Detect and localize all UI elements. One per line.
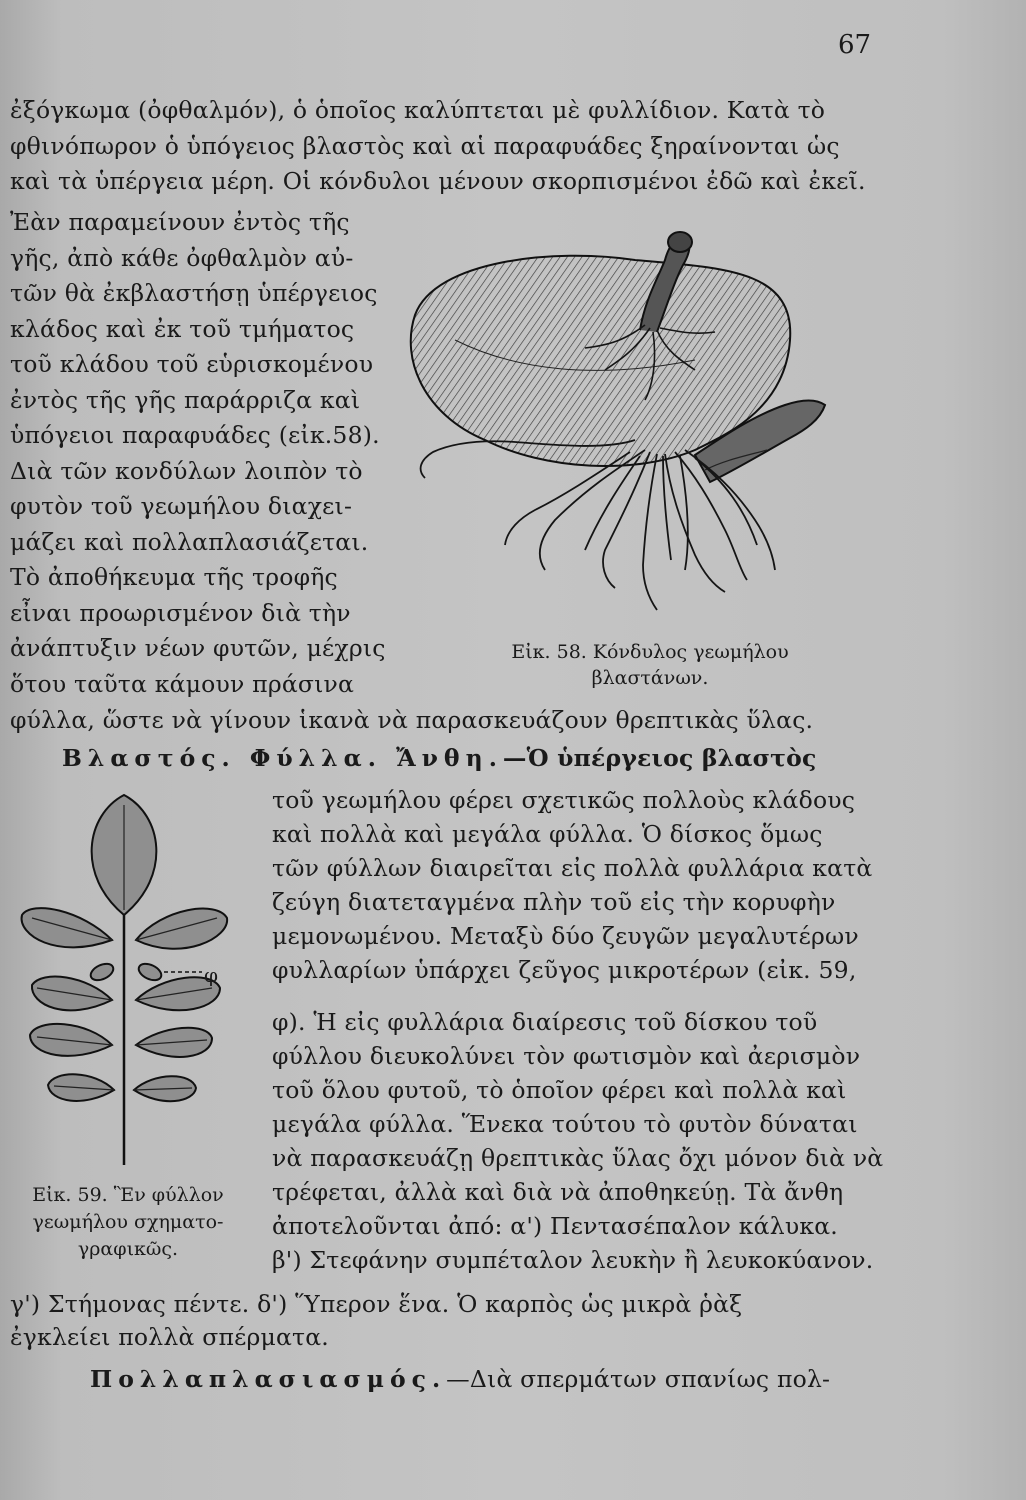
page-number: 67 <box>838 30 872 60</box>
figure-59-label-phi: φ <box>204 963 219 987</box>
text-line: γ') Στήμονας πέντε. δ') Ὕπερον ἕνα. Ὁ καρπὸς ὡς μικρὰ ῥὰξ <box>10 1290 743 1318</box>
text-line: τῶν φύλλων διαιρεῖται εἰς πολλὰ φυλλάρια κατὰ <box>272 854 873 882</box>
text-line: τοῦ γεωμήλου φέρει σχετικῶς πολλοὺς κλάδους <box>272 786 856 814</box>
text-line: μεμονωμένου. Μεταξὺ δύο ζευγῶν μεγαλυτέρων <box>272 922 859 950</box>
text-line: φυλλαρίων ὑπάρχει ζεῦγος μικροτέρων (εἰκ. 59, <box>272 956 857 984</box>
text-line: μάζει καὶ πολλαπλασιάζεται. <box>10 528 369 556</box>
text-line: φθινόπωρον ὁ ὑπόγειος βλαστὸς καὶ αἱ παραφυάδες ξηραίνονται ὡς <box>10 132 840 160</box>
text-line: φυτὸν τοῦ γεωμήλου διαχει- <box>10 492 353 520</box>
text-line: ὑπόγειοι παραφυάδες (εἰκ.58). <box>10 421 380 449</box>
heading-title: Πολλαπλασιασμός. <box>90 1365 447 1393</box>
section-heading-stem-leaves-flowers <box>62 743 817 773</box>
figure-58-caption: βλαστάνων. <box>591 667 709 689</box>
text-line: ἀποτελοῦνται ἀπό: α') Πεντασέπαλον κάλυκα. <box>272 1212 838 1240</box>
text-line: τῶν θὰ ἐκβλαστήσῃ ὑπέργειος <box>10 279 378 307</box>
text-line: Τὸ ἀποθήκευμα τῆς τροφῆς <box>10 563 338 591</box>
text-line: ἀνάπτυξιν νέων φυτῶν, μέχρις <box>10 634 386 662</box>
text-line: ἐντὸς τῆς γῆς παράρριζα καὶ <box>10 386 361 414</box>
heading-continuation: —Διὰ σπερμάτων σπανίως πολ- <box>446 1365 831 1393</box>
text-line: ὅτου ταῦτα κάμουν πράσινα <box>10 670 355 698</box>
text-line: εἶναι προωρισμένον διὰ τὴν <box>10 599 351 627</box>
text-line: Ἐὰν παραμείνουν ἐντὸς τῆς <box>10 208 350 236</box>
text-line: καὶ πολλὰ καὶ μεγάλα φύλλα. Ὁ δίσκος ὅμως <box>272 820 823 848</box>
text-line: τοῦ ὅλου φυτοῦ, τὸ ὁποῖον φέρει καὶ πολλὰ καὶ <box>272 1076 847 1104</box>
heading-continuation: —Ὁ ὑπέργειος βλαστὸς <box>502 744 817 772</box>
text-line: φύλλα, ὥστε νὰ γίνουν ἱκανὰ νὰ παρασκευάζουν θρεπτικὰς ὕλας. <box>10 706 814 734</box>
text-line: τρέφεται, ἀλλὰ καὶ διὰ νὰ ἀποθηκεύῃ. Τὰ ἄνθη <box>272 1178 844 1206</box>
figure-58-caption: Εἰκ. 58. Κόνδυλος γεωμήλου <box>511 641 789 663</box>
text-line: κλάδος καὶ ἐκ τοῦ τμήματος <box>10 315 355 343</box>
text-line: γῆς, ἀπὸ κάθε ὀφθαλμὸν αὐ- <box>10 244 354 272</box>
text-line: νὰ παρασκευάζῃ θρεπτικὰς ὕλας ὄχι μόνον διὰ νὰ <box>272 1144 884 1172</box>
text-line: τοῦ κλάδου τοῦ εὑρισκομένου <box>10 350 374 378</box>
heading-title: Βλαστός. Φύλλα. Ἄνθη. <box>62 744 503 772</box>
text-line: καὶ τὰ ὑπέργεια μέρη. Οἱ κόνδυλοι μένουν σκορπισμένοι ἐδῶ καὶ ἐκεῖ. <box>10 167 866 195</box>
figure-59-caption: Εἰκ. 59. Ἓν φύλλον <box>32 1184 224 1206</box>
section-heading-propagation <box>90 1364 830 1394</box>
figure-58-tuber-illustration <box>395 220 870 635</box>
text-line: β') Στεφάνην συμπέταλον λευκὴν ἢ λευκοκύανον. <box>272 1246 874 1274</box>
figure-59-caption: γραφικῶς. <box>77 1238 179 1260</box>
text-line: ζεύγη διατεταγμένα πλὴν τοῦ εἰς τὴν κορυφὴν <box>272 888 836 916</box>
text-line: μεγάλα φύλλα. Ἕνεκα τούτου τὸ φυτὸν δύναται <box>272 1110 858 1138</box>
text-line: Διὰ τῶν κονδύλων λοιπὸν τὸ <box>10 457 363 485</box>
text-line: φύλλου διευκολύνει τὸν φωτισμὸν καὶ ἀερισμὸν <box>272 1042 861 1070</box>
text-line: ἐξόγκωμα (ὀφθαλμόν), ὁ ὁποῖος καλύπτεται μὲ φυλλίδιον. Κατὰ τὸ <box>10 96 826 124</box>
text-line: φ). Ἡ εἰς φυλλάρια διαίρεσις τοῦ δίσκου τοῦ <box>272 1008 818 1036</box>
text-line: ἐγκλείει πολλὰ σπέρματα. <box>10 1323 329 1351</box>
figure-59-caption: γεωμήλου σχηματο- <box>32 1211 224 1233</box>
